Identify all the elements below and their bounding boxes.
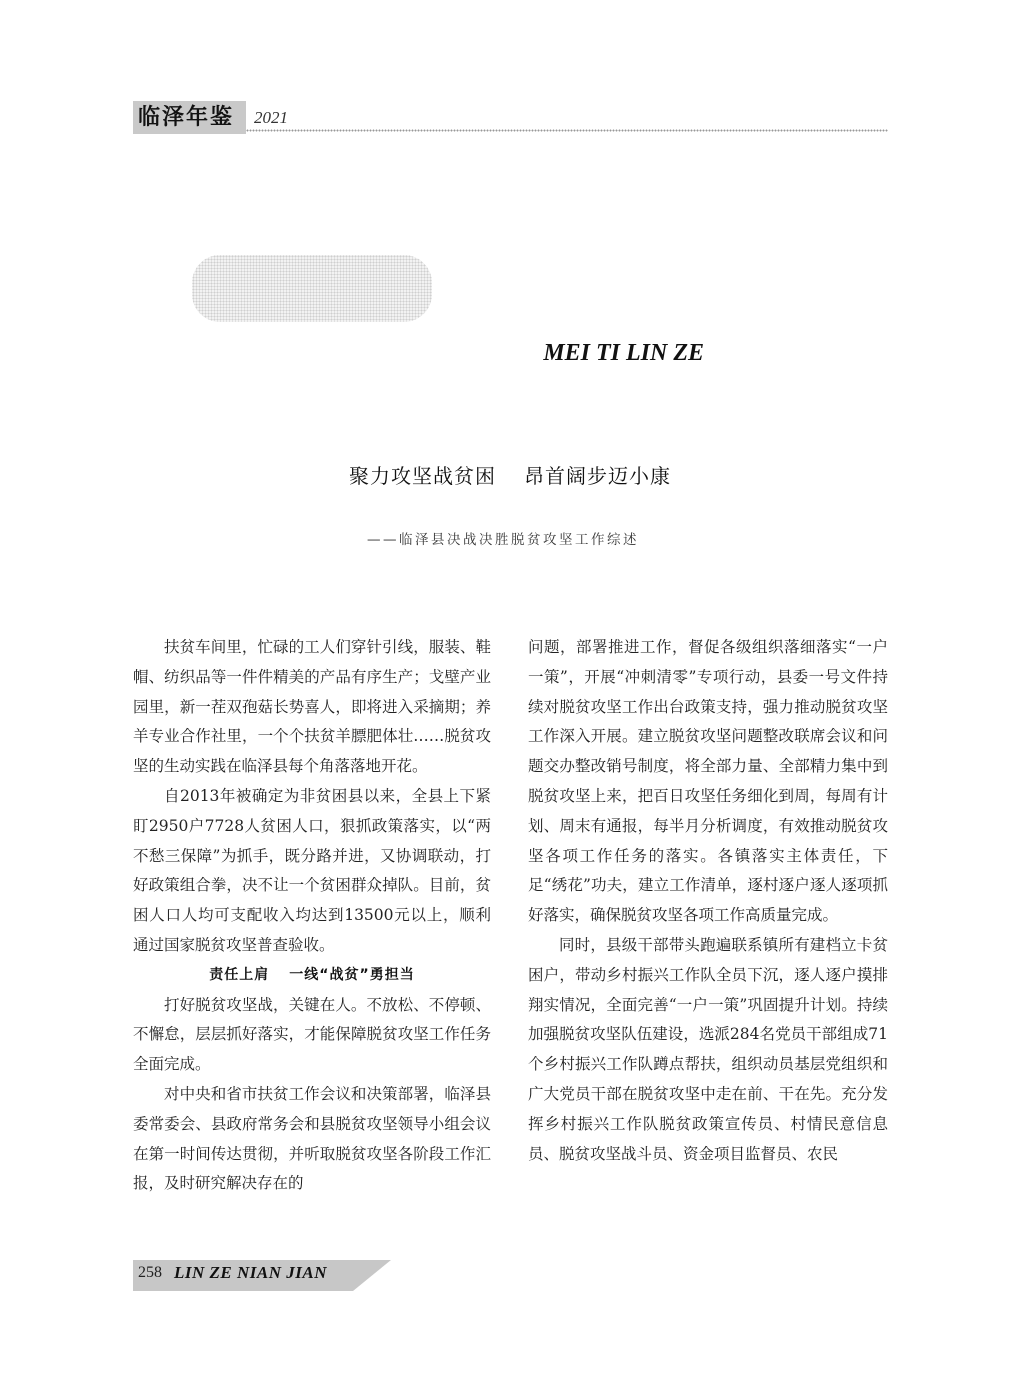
header-year: 2021 <box>254 108 288 127</box>
article-title-part2: 昂首阔步迈小康 <box>524 464 671 488</box>
page-number: 258 <box>138 1264 162 1281</box>
subheading-part2: 一线“战贫”勇担当 <box>289 966 415 983</box>
paragraph: 对中央和省市扶贫工作会议和决策部署，临泽县委常委会、县政府常务会和县脱贫攻坚领导小组会议在第一时间传达贯彻，并听取脱贫攻坚各阶段工作汇报，及时研究解决存在的 <box>133 1084 491 1193</box>
left-column <box>133 633 491 1199</box>
paragraph: 同时，县级干部带头跑遍联系镇所有建档立卡贫困户，带动乡村振兴工作队全员下沉，逐人逐户摸排翔实情况，全面完善“一户一策”巩固提升计划。持续加强脱贫攻坚队伍建设，选派284名党员干部组成71个乡村振兴工作队蹲点帮扶，组织动员基层党组织和广大党员干部在脱贫攻坚中走在前、干在先。充分发挥乡村振兴工作队脱贫政策宣传员、村情民意信息员、脱贫攻坚战斗员、资金项目监督员、农民 <box>528 935 888 1163</box>
footer-book-name: LIN ZE NIAN JIAN <box>174 1263 327 1282</box>
decorative-dotted-banner <box>192 255 432 322</box>
article-subtitle: ——临泽县决战决胜脱贫攻坚工作综述 <box>367 532 639 548</box>
article-title-part1: 聚力攻坚战贫困 <box>349 464 496 488</box>
header-dotted-rule <box>246 129 888 132</box>
paragraph: 扶贫车间里，忙碌的工人们穿针引线，服装、鞋帽、纺织品等一件件精美的产品有序生产；戈壁产业园里，新一茬双孢菇长势喜人，即将进入采摘期；养羊专业合作社里，一个个扶贫羊膘肥体壮……脱贫攻坚的生动实践在临泽县每个角落落地开花。 <box>133 638 491 776</box>
paragraph: 问题，部署推进工作，督促各级组织落细落实“一户一策”，开展“冲刺清零”专项行动，县委一号文件持续对脱贫攻坚工作出台政策支持，强力推动脱贫攻坚工作深入开展。建立脱贫攻坚问题整改联席会议和问题交办整改销号制度，将全部力量、全部精力集中到脱贫攻坚上来，把百日攻坚任务细化到周，每周有计划、周末有通报，每半月分析调度，有效推动脱贫攻坚各项工作任务的落实。各镇落实主体责任，下足“绣花”功夫，建立工作清单，逐村逐户逐人逐项抓好落实，确保脱贫攻坚各项工作高质量完成。 <box>528 638 888 925</box>
paragraph: 自2013年被确定为非贫困县以来，全县上下紧盯2950户7728人贫困人口，狠抓政策落实，以“两不愁三保障”为抓手，既分路并进，又协调联动，打好政策组合拳，决不让一个贫困群众掉队。目前，贫困人口人均可支配收入均达到13500元以上，顺利通过国家脱贫攻坚普查验收。 <box>133 786 491 954</box>
header-book-title: 临泽年鉴 <box>138 104 235 130</box>
article-title <box>0 460 1020 489</box>
subheading-part1: 责任上肩 <box>209 966 270 983</box>
paragraph: 打好脱贫攻坚战，关键在人。不放松、不停顿、不懈怠，层层抓好落实，才能保障脱贫攻坚工作任务全面完成。 <box>133 995 491 1074</box>
section-label-en: MEI TI LIN ZE <box>543 340 704 366</box>
footer-band-arrow <box>353 1260 391 1291</box>
right-column <box>528 633 888 1169</box>
section-subheading <box>133 961 491 991</box>
